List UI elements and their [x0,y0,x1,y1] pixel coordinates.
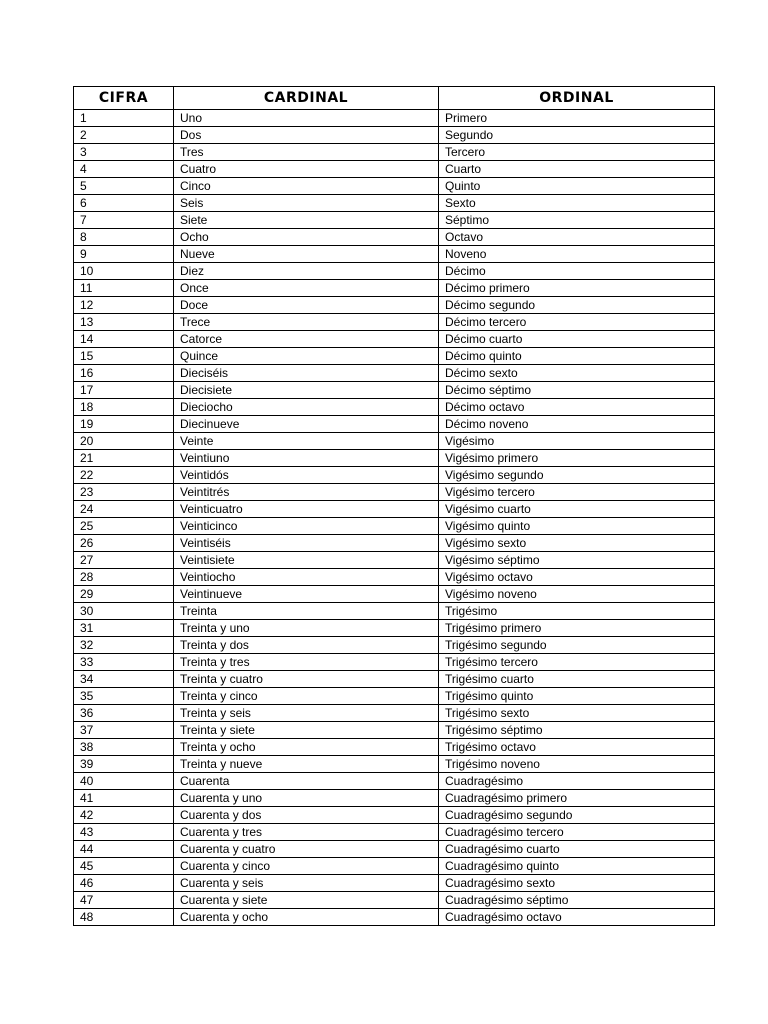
cardinal-cell: Veintiuno [174,450,439,467]
cardinal-cell: Veinte [174,433,439,450]
cifra-cell: 43 [74,824,174,841]
cardinal-cell: Dieciocho [174,399,439,416]
table-header [74,87,715,110]
ordinal-cell: Cuadragésimo segundo [439,807,715,824]
ordinal-cell: Vigésimo sexto [439,535,715,552]
cardinal-cell: Ocho [174,229,439,246]
ordinal-cell: Séptimo [439,212,715,229]
ordinal-cell: Vigésimo tercero [439,484,715,501]
ordinal-cell: Primero [439,110,715,127]
table-row [74,790,715,807]
ordinal-cell: Noveno [439,246,715,263]
cifra-cell: 6 [74,195,174,212]
cifra-cell: 40 [74,773,174,790]
cifra-cell: 1 [74,110,174,127]
cardinal-cell: Uno [174,110,439,127]
cifra-cell: 44 [74,841,174,858]
cifra-cell: 37 [74,722,174,739]
header-ordinal: ORDINAL [439,87,715,110]
cardinal-cell: Cuarenta y seis [174,875,439,892]
ordinal-cell: Vigésimo [439,433,715,450]
table-row [74,501,715,518]
ordinal-cell: Sexto [439,195,715,212]
cifra-cell: 42 [74,807,174,824]
ordinal-cell: Décimo noveno [439,416,715,433]
header-row [74,87,715,110]
cardinal-cell: Veinticinco [174,518,439,535]
cifra-cell: 2 [74,127,174,144]
ordinal-cell: Cuarto [439,161,715,178]
cardinal-cell: Cuarenta y siete [174,892,439,909]
table-row [74,892,715,909]
cifra-cell: 12 [74,297,174,314]
ordinal-cell: Vigésimo séptimo [439,552,715,569]
table-row [74,246,715,263]
cardinal-cell: Once [174,280,439,297]
table-row [74,671,715,688]
ordinal-cell: Trigésimo [439,603,715,620]
cifra-cell: 35 [74,688,174,705]
table-row [74,620,715,637]
ordinal-cell: Décimo cuarto [439,331,715,348]
table-row [74,212,715,229]
cifra-cell: 27 [74,552,174,569]
cifra-cell: 18 [74,399,174,416]
table-row [74,637,715,654]
table-row [74,603,715,620]
table-row [74,773,715,790]
ordinal-cell: Tercero [439,144,715,161]
cifra-cell: 22 [74,467,174,484]
ordinal-cell: Cuadragésimo séptimo [439,892,715,909]
table-row [74,348,715,365]
cardinal-cell: Cuarenta y dos [174,807,439,824]
cifra-cell: 7 [74,212,174,229]
table-row [74,127,715,144]
cifra-cell: 19 [74,416,174,433]
cifra-cell: 10 [74,263,174,280]
cifra-cell: 25 [74,518,174,535]
cardinal-cell: Cuarenta y cinco [174,858,439,875]
ordinal-cell: Vigésimo segundo [439,467,715,484]
ordinal-cell: Vigésimo primero [439,450,715,467]
ordinal-cell: Segundo [439,127,715,144]
ordinal-cell: Décimo octavo [439,399,715,416]
ordinal-cell: Décimo quinto [439,348,715,365]
cifra-cell: 26 [74,535,174,552]
cardinal-cell: Treinta y cuatro [174,671,439,688]
cifra-cell: 5 [74,178,174,195]
ordinal-cell: Trigésimo quinto [439,688,715,705]
cifra-cell: 14 [74,331,174,348]
table-row [74,739,715,756]
cifra-cell: 11 [74,280,174,297]
cifra-cell: 21 [74,450,174,467]
cardinal-cell: Treinta y uno [174,620,439,637]
table-row [74,280,715,297]
cardinal-cell: Veintitrés [174,484,439,501]
cardinal-cell: Treinta y dos [174,637,439,654]
table-row [74,722,715,739]
table-row [74,450,715,467]
cifra-cell: 48 [74,909,174,926]
ordinal-cell: Décimo primero [439,280,715,297]
cifra-cell: 33 [74,654,174,671]
cifra-cell: 9 [74,246,174,263]
cardinal-cell: Dieciséis [174,365,439,382]
table-row [74,297,715,314]
cardinal-cell: Treinta y cinco [174,688,439,705]
table-row [74,314,715,331]
cardinal-cell: Diez [174,263,439,280]
table-row [74,263,715,280]
cifra-cell: 47 [74,892,174,909]
ordinal-cell: Trigésimo octavo [439,739,715,756]
ordinal-cell: Décimo tercero [439,314,715,331]
ordinal-cell: Trigésimo cuarto [439,671,715,688]
ordinal-cell: Vigésimo octavo [439,569,715,586]
cardinal-cell: Cuarenta y ocho [174,909,439,926]
table-row [74,110,715,127]
table-row [74,433,715,450]
ordinal-cell: Décimo [439,263,715,280]
table-row [74,824,715,841]
cardinal-cell: Treinta y seis [174,705,439,722]
ordinal-cell: Trigésimo primero [439,620,715,637]
cifra-cell: 8 [74,229,174,246]
cardinal-cell: Quince [174,348,439,365]
table-row [74,399,715,416]
cardinal-cell: Seis [174,195,439,212]
table-row [74,688,715,705]
table-row [74,161,715,178]
table-row [74,569,715,586]
ordinal-cell: Trigésimo segundo [439,637,715,654]
table-row [74,229,715,246]
cardinal-cell: Cinco [174,178,439,195]
cifra-cell: 13 [74,314,174,331]
ordinal-cell: Cuadragésimo quinto [439,858,715,875]
table-row [74,586,715,603]
ordinal-cell: Trigésimo noveno [439,756,715,773]
table-row [74,909,715,926]
cardinal-cell: Veintiséis [174,535,439,552]
cardinal-cell: Diecinueve [174,416,439,433]
table-row [74,841,715,858]
table-row [74,535,715,552]
ordinal-cell: Trigésimo sexto [439,705,715,722]
cifra-cell: 38 [74,739,174,756]
cifra-cell: 17 [74,382,174,399]
ordinal-cell: Décimo sexto [439,365,715,382]
table-row [74,807,715,824]
cardinal-cell: Trece [174,314,439,331]
cardinal-cell: Treinta y nueve [174,756,439,773]
ordinal-cell: Cuadragésimo octavo [439,909,715,926]
table-row [74,365,715,382]
cardinal-cell: Cuarenta y cuatro [174,841,439,858]
cardinal-cell: Veintinueve [174,586,439,603]
cifra-cell: 41 [74,790,174,807]
table-row [74,756,715,773]
cifra-cell: 3 [74,144,174,161]
cardinal-cell: Diecisiete [174,382,439,399]
ordinal-cell: Cuadragésimo sexto [439,875,715,892]
cardinal-cell: Doce [174,297,439,314]
ordinal-cell: Cuadragésimo primero [439,790,715,807]
cifra-cell: 45 [74,858,174,875]
cardinal-cell: Nueve [174,246,439,263]
header-cifra: CIFRA [74,87,174,110]
ordinal-cell: Quinto [439,178,715,195]
cardinal-cell: Cuarenta [174,773,439,790]
cardinal-cell: Treinta y ocho [174,739,439,756]
cardinal-cell: Veintiocho [174,569,439,586]
cifra-cell: 20 [74,433,174,450]
cifra-cell: 24 [74,501,174,518]
cifra-cell: 39 [74,756,174,773]
cifra-cell: 4 [74,161,174,178]
table-row [74,705,715,722]
ordinal-cell: Décimo séptimo [439,382,715,399]
table-row [74,858,715,875]
cardinal-cell: Treinta y siete [174,722,439,739]
ordinal-cell: Vigésimo cuarto [439,501,715,518]
cifra-cell: 36 [74,705,174,722]
cardinal-cell: Veintidós [174,467,439,484]
cifra-cell: 29 [74,586,174,603]
table-row [74,382,715,399]
cifra-cell: 30 [74,603,174,620]
cardinal-cell: Treinta y tres [174,654,439,671]
table-row [74,144,715,161]
numbers-table [73,86,715,926]
cifra-cell: 23 [74,484,174,501]
cifra-cell: 28 [74,569,174,586]
cardinal-cell: Cuarenta y uno [174,790,439,807]
table-row [74,178,715,195]
cardinal-cell: Dos [174,127,439,144]
cifra-cell: 15 [74,348,174,365]
cifra-cell: 31 [74,620,174,637]
cardinal-cell: Treinta [174,603,439,620]
table-row [74,416,715,433]
cardinal-cell: Veinticuatro [174,501,439,518]
table-row [74,195,715,212]
table-row [74,552,715,569]
table-row [74,467,715,484]
table-row [74,654,715,671]
cardinal-cell: Catorce [174,331,439,348]
cifra-cell: 32 [74,637,174,654]
cardinal-cell: Cuatro [174,161,439,178]
ordinal-cell: Trigésimo tercero [439,654,715,671]
ordinal-cell: Cuadragésimo [439,773,715,790]
table-row [74,331,715,348]
header-cardinal: CARDINAL [174,87,439,110]
ordinal-cell: Cuadragésimo tercero [439,824,715,841]
cardinal-cell: Cuarenta y tres [174,824,439,841]
ordinal-cell: Trigésimo séptimo [439,722,715,739]
ordinal-cell: Vigésimo noveno [439,586,715,603]
cardinal-cell: Veintisiete [174,552,439,569]
ordinal-cell: Octavo [439,229,715,246]
cifra-cell: 34 [74,671,174,688]
ordinal-cell: Décimo segundo [439,297,715,314]
table-body [74,110,715,926]
cifra-cell: 46 [74,875,174,892]
table-row [74,484,715,501]
cifra-cell: 16 [74,365,174,382]
cardinal-cell: Siete [174,212,439,229]
table-row [74,518,715,535]
table-row [74,875,715,892]
ordinal-cell: Cuadragésimo cuarto [439,841,715,858]
cardinal-cell: Tres [174,144,439,161]
ordinal-cell: Vigésimo quinto [439,518,715,535]
